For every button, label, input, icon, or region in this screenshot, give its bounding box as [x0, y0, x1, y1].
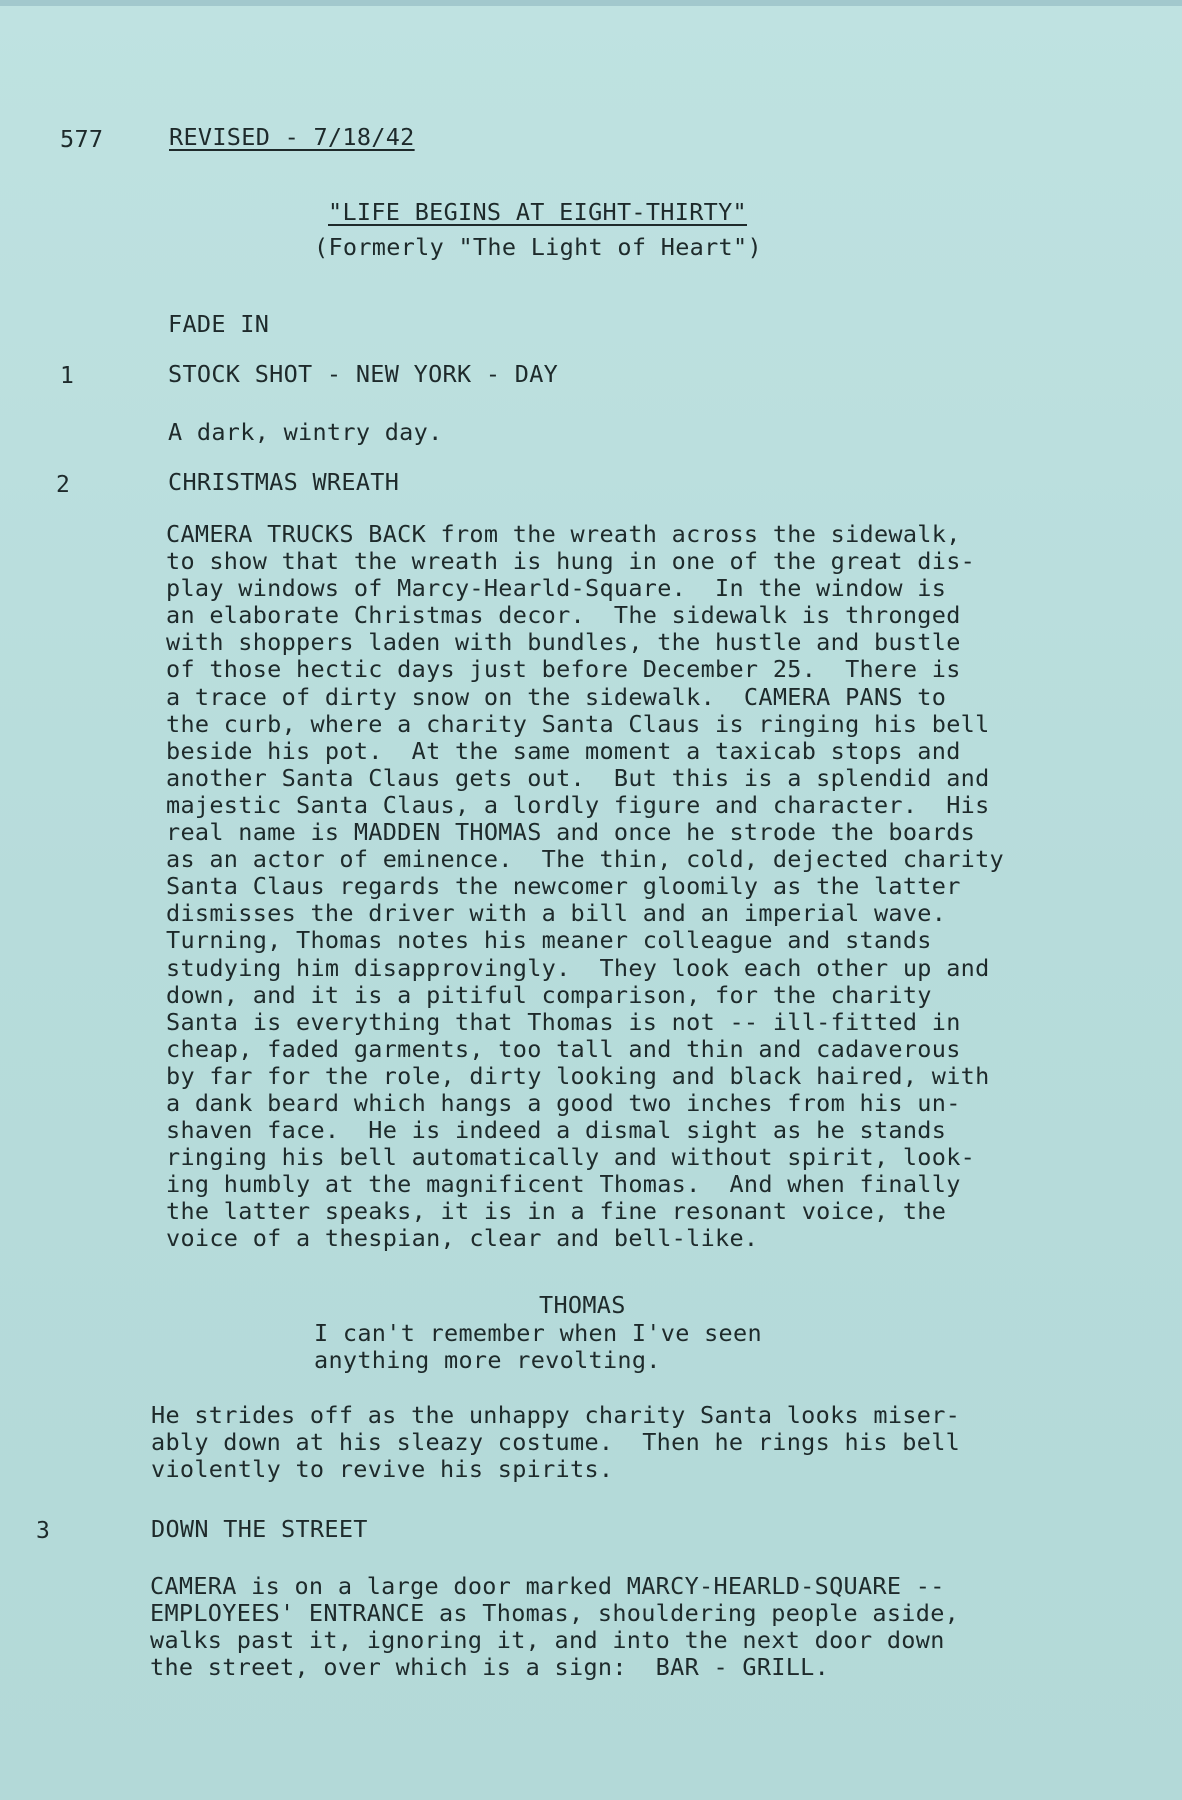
- scene-action: CAMERA TRUCKS BACK from the wreath across the sidewalk, to show that the wreath is hung in one of the great dis- play windows of Marcy-Hearld-Square. In the window is an elaborate Christmas decor. The sidewalk is thronged with shoppers laden with bundles, the hustle and bustle of those hectic days just before December 25. There is a trace of dirty snow on the sidewalk. CAMERA PANS to the curb, where a charity Santa Claus is ringing his bell beside his pot. At the same moment a taxicab stops and another Santa Claus gets out. But this is a splendid and majestic Santa Claus, a lordly figure and character. His real name is MADDEN THOMAS and once he strode the boards as an actor of eminence. The thin, cold, dejected charity Santa Claus regards the newcomer gloomily as the latter dismisses the driver with a bill and an imperial wave. Turning, Thomas notes his meaner colleague and stands studying him disapprovingly. They look each other up and down, and it is a pitiful comparison, for the charity Santa is everything that Thomas is not -- ill-fitted in cheap, faded garments, too tall and thin and cadaverous by far for the role, dirty looking and black haired, with a dank beard which hangs a good two inches from his un- shaven face. He is indeed a dismal sight as he stands ringing his bell automatically and without spirit, look- ing humbly at the magnificent Thomas. And when finally the latter speaks, it is in a fine resonant voice, the voice of a thespian, clear and bell-like.: [166, 520, 1004, 1253]
- page-number: 577: [60, 125, 104, 153]
- scene-heading: CHRISTMAS WREATH: [168, 468, 400, 496]
- script-subtitle: (Formerly "The Light of Heart"): [314, 233, 762, 261]
- scene-action: CAMERA is on a large door marked MARCY-HEARLD-SQUARE -- EMPLOYEES' ENTRANCE as Thomas, shouldering people aside, walks past it, ignoring it, and into the next door down the street, over which is a sign: BAR - GRILL.: [150, 1572, 960, 1682]
- script-title: "LIFE BEGINS AT EIGHT-THIRTY": [328, 198, 747, 226]
- scene-number: 1: [60, 363, 74, 389]
- dialogue-line: I can't remember when I've seen anything more revolting.: [314, 1319, 762, 1375]
- revision-stamp: REVISED - 7/18/42: [169, 123, 415, 151]
- page-edge: [0, 0, 1182, 6]
- scene-number: 3: [36, 1518, 50, 1544]
- scene-heading: DOWN THE STREET: [151, 1515, 368, 1543]
- scene-action: A dark, wintry day.: [168, 418, 443, 446]
- scene-action: He strides off as the unhappy charity Santa looks miser- ably down at his sleazy costume. Then he rings his bell violently to revive his spirits.: [151, 1401, 961, 1484]
- scene-heading: STOCK SHOT - NEW YORK - DAY: [168, 360, 559, 388]
- fade-in: FADE IN: [168, 310, 270, 338]
- dialogue-character: THOMAS: [539, 1291, 626, 1319]
- scene-number: 2: [56, 472, 70, 498]
